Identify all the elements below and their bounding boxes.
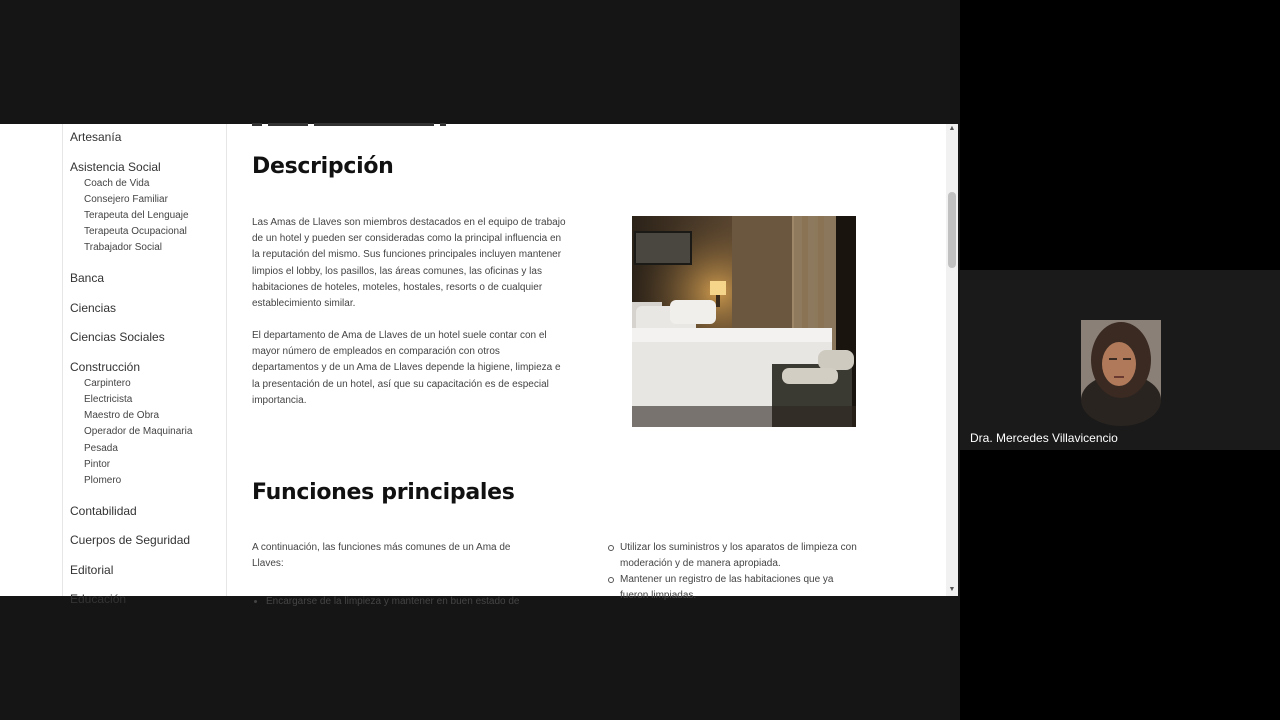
- category-list: [70, 124, 192, 616]
- circle-bullet-icon: [608, 577, 614, 583]
- category-sidebar: [62, 124, 227, 607]
- functions-heading: Funciones principales: [252, 480, 515, 505]
- sidebar-category[interactable]: Cuerpos de Seguridad: [70, 533, 191, 548]
- sidebar-subcategory[interactable]: Trabajador Social: [84, 242, 163, 254]
- sidebar-subcategory[interactable]: Plomero: [84, 474, 122, 486]
- sidebar-category[interactable]: Educación: [70, 592, 127, 607]
- main-content: [252, 124, 932, 607]
- description-heading: Descripción: [252, 154, 394, 179]
- sidebar-subcategory[interactable]: Terapeuta Ocupacional: [84, 226, 187, 238]
- sidebar-category[interactable]: Banca: [70, 271, 105, 286]
- sidebar-subcategory[interactable]: Electricista: [84, 393, 133, 405]
- sidebar-subcategory[interactable]: Maestro de Obra: [84, 410, 160, 422]
- sidebar-category[interactable]: Ciencias Sociales: [70, 330, 165, 345]
- sidebar-subcategory[interactable]: Pintor: [84, 458, 111, 470]
- hotel-room-image: [632, 216, 856, 427]
- scroll-up-arrow-icon[interactable]: ▲: [948, 125, 956, 132]
- participant-avatar: [1081, 320, 1161, 400]
- sidebar-subcategory[interactable]: Carpintero: [84, 377, 131, 389]
- description-paragraph-2: El departamento de Ama de Llaves de un hotel suele contar con el mayor número de empleados en comparación con otros departamentos y de un Ama de Llaves depende la higiene, limpieza e la presentación de un hotel, así que su capacitación es de especial importancia.: [252, 330, 561, 406]
- function-item-text: Utilizar los suministros y los aparatos de limpieza con moderación y de manera apropiada.: [620, 542, 857, 569]
- function-item: [608, 572, 858, 604]
- function-item: • Encargarse de la limpieza y mantener en buen estado de: [266, 594, 556, 610]
- breadcrumb-cutoff: [252, 116, 452, 128]
- participant-tile[interactable]: [960, 270, 1280, 450]
- circle-bullet-icon: [608, 545, 614, 551]
- sidebar-category[interactable]: Editorial: [70, 562, 114, 577]
- functions-intro: A continuación, las funciones más comunes de un Ama de Llaves:: [252, 542, 511, 570]
- sidebar-category[interactable]: Ciencias: [70, 300, 117, 315]
- scroll-thumb[interactable]: [948, 192, 956, 268]
- sidebar-subcategory[interactable]: Coach de Vida: [84, 177, 150, 189]
- function-item: [608, 540, 858, 572]
- sidebar-subcategory[interactable]: Consejero Familiar: [84, 193, 168, 205]
- function-item-text: Mantener un registro de las habitaciones que ya fueron limpiadas.: [620, 574, 834, 601]
- sidebar-subcategory[interactable]: Pesada: [84, 442, 118, 454]
- scroll-down-arrow-icon[interactable]: ▼: [948, 586, 956, 593]
- sidebar-category[interactable]: Construcción: [70, 359, 141, 374]
- shared-webpage: [0, 124, 958, 607]
- description-paragraph-1: Las Amas de Llaves son miembros destacados en el equipo de trabajo de un hotel y pueden ser consideradas como la principal influencia en la reputación del mismo. Sus funciones principales incluyen mantener limpios el lobby, los pasillos, las áreas comunes, las oficinas y las habitaciones de hoteles, moteles, hostales, resorts o de cualquier establecimiento similar.: [252, 217, 566, 310]
- page-scrollbar[interactable]: [946, 124, 958, 596]
- functions-list-right: [608, 540, 858, 604]
- sidebar-subcategory[interactable]: Terapeuta del Lenguaje: [84, 209, 189, 221]
- sidebar-category[interactable]: Artesanía: [70, 130, 122, 144]
- functions-list-left: [252, 594, 556, 610]
- sidebar-subcategory[interactable]: Operador de Maquinaria: [84, 426, 193, 438]
- sidebar-category[interactable]: Asistencia Social: [70, 159, 161, 174]
- sidebar-category[interactable]: Contabilidad: [70, 503, 137, 518]
- participant-name: Dra. Mercedes Villavicencio: [970, 431, 1118, 445]
